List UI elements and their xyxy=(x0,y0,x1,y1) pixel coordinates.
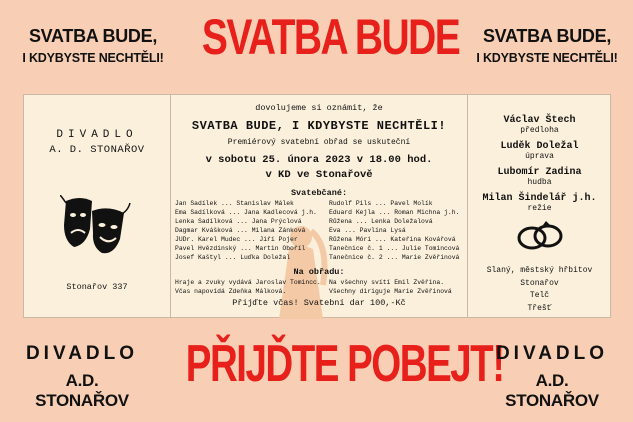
crew-item: Včas napovídá Zdeňka Málková. xyxy=(175,288,287,295)
slogan-line2: I KDYBYSTE NECHTĚLI! xyxy=(22,51,164,65)
credit-name: Lubomír Zadina xyxy=(497,167,582,178)
slogan-line1: SVATBA BUDE, xyxy=(482,26,612,46)
play-title: SVATBA BUDE, I KDYBYSTE NECHTĚLI! xyxy=(191,119,447,133)
crew-item: Hraje a zvuky vydává Jaroslav Tomincc. xyxy=(175,279,321,286)
theater-line1: DIVADLO xyxy=(495,343,609,364)
credit-entry xyxy=(468,141,611,161)
credit-role: úprava xyxy=(525,152,554,161)
theater-name: DIVADLO xyxy=(56,129,138,141)
crew-column-right xyxy=(329,278,465,296)
cast-column-right xyxy=(329,199,465,262)
invitation-ticket xyxy=(23,94,611,318)
crew-heading: Na obřadu: xyxy=(293,267,345,277)
credit-entry xyxy=(468,167,611,187)
invitation-intro: dovolujeme si oznámit, že xyxy=(255,103,383,113)
theater-line1: DIVADLO xyxy=(25,343,139,364)
cast-item: Pavel Hvězdínský ... Martin Oboříl xyxy=(175,245,306,252)
cast-item: Růžena ... Lenka Doležalová xyxy=(329,218,433,225)
cast-item: Ema Sadílková ... Jana Kadlecová j.h. xyxy=(175,209,317,216)
location-item: Slaný, městský hřbitov xyxy=(486,266,593,275)
top-left-slogan xyxy=(18,26,168,65)
bottom-headline: PŘIJĎTE POBEJT! xyxy=(185,335,504,393)
cast-heading: Svatebčané: xyxy=(290,188,348,198)
location-item: Třešť xyxy=(527,303,552,313)
location-item: Telč xyxy=(529,291,550,300)
top-headline: SVATBA BUDE xyxy=(201,9,460,65)
cast-item: Josef Kaštyl ... Luďka Doležal xyxy=(175,254,291,261)
premiere-line: Premiérový svatební obřad se uskuteční xyxy=(227,138,411,147)
event-place: v KD ve Stonařově xyxy=(265,169,373,181)
cast-item: Jan Sadílek ... Stanislav Málek xyxy=(175,200,294,207)
ticket-center-panel xyxy=(171,95,467,317)
welcome-note: Přijďte včas! Svatební dar 100,-Kč xyxy=(232,298,406,308)
slogan-line2: I KDYBYSTE NECHTĚLI! xyxy=(476,51,618,65)
credit-role: hudba xyxy=(527,178,552,187)
wedding-rings-icon xyxy=(515,221,565,251)
cast-item: Růžena Móri ... Kateřina Kovářová xyxy=(329,236,456,243)
bottom-right-theater xyxy=(492,343,612,411)
theater-address: Stonařov 337 xyxy=(66,282,128,292)
theater-subname: A. D. STONAŘOV xyxy=(49,144,145,156)
cast-item: Eduard Kejla ... Roman Michna j.h. xyxy=(329,209,460,216)
slogan-line1: SVATBA BUDE, xyxy=(28,26,158,46)
credit-role: režie xyxy=(527,204,552,213)
location-item: Stonařov xyxy=(520,278,559,288)
top-right-slogan xyxy=(473,26,621,65)
crew-item: Na všechny svítí Emil Zvěřina. xyxy=(329,279,445,286)
cast-item: JUDr. Karel Mudec ... Jiří Pojer xyxy=(175,236,298,243)
credit-name: Milan Šindelář j.h. xyxy=(482,193,597,204)
ticket-left-panel xyxy=(24,95,170,317)
cast-item: Tanečnice č. 1 ... Julie Tomincová xyxy=(329,245,460,252)
cast-item: Lenka Sadílková ... Jana Prýclová xyxy=(175,218,302,225)
crew-item: Všechny diriguje Marie Zvěřinová xyxy=(329,288,452,295)
bottom-left-theater xyxy=(22,343,142,411)
credit-name: Luděk Doležal xyxy=(500,141,579,152)
cast-item: Tanečnice č. 2 ... Marie Zvěřinová xyxy=(329,254,460,261)
ticket-right-panel xyxy=(468,95,611,317)
theater-line2: A.D. STONAŘOV xyxy=(505,371,599,410)
credit-entry xyxy=(468,115,611,135)
theater-line2: A.D. STONAŘOV xyxy=(35,371,129,410)
cast-item: Dagmar Kvášková ... Milana Zánková xyxy=(175,227,306,234)
credit-name: Václav Štech xyxy=(503,115,576,126)
location-list xyxy=(468,265,611,315)
credit-entry xyxy=(468,193,611,213)
theatre-masks-icon xyxy=(60,195,132,257)
crew-column-left xyxy=(175,278,323,296)
cast-item: Eva ... Pavlína Lysá xyxy=(329,227,406,234)
cast-item: Rudolf Pils ... Pavel Molík xyxy=(329,200,433,207)
cast-column-left xyxy=(175,199,323,262)
event-date: v sobotu 25. února 2023 v 18.00 hod. xyxy=(205,154,433,166)
credit-role: předloha xyxy=(520,126,559,135)
